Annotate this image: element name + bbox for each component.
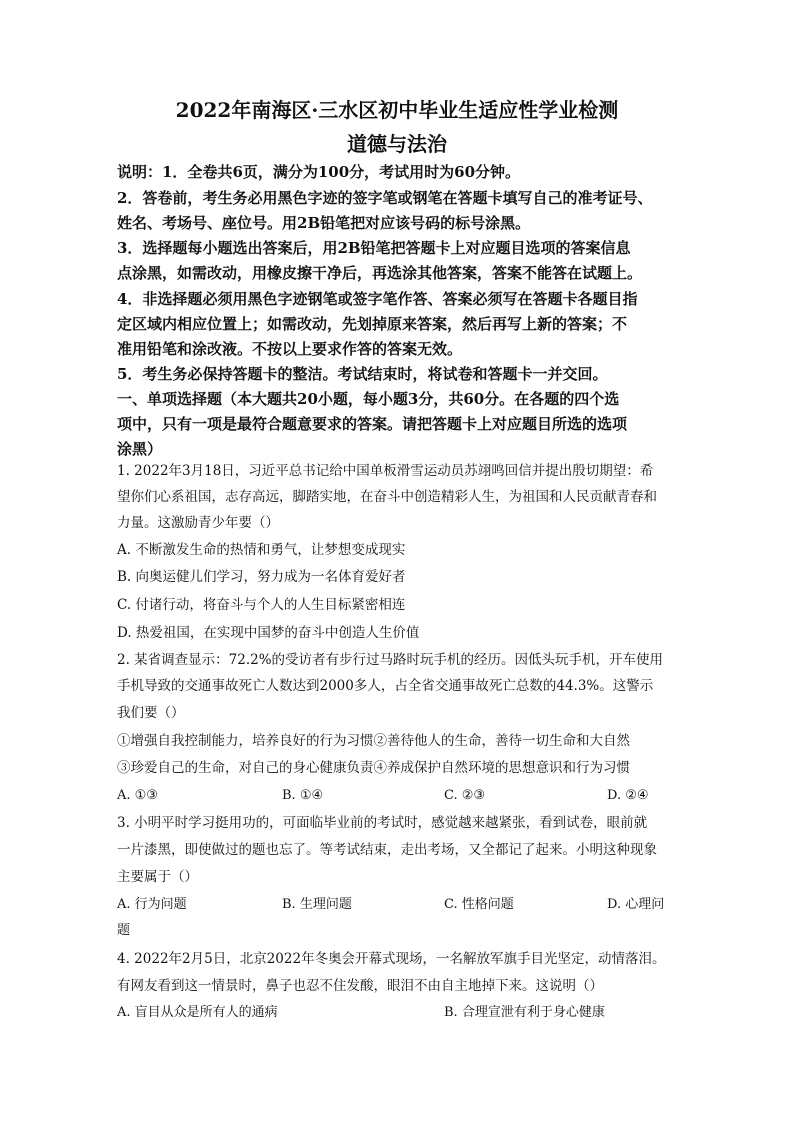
question-3-stem: 3. 小明平时学习挺用功的，可面临毕业前的考试时，感觉越来越紧张，看到试卷，眼前就 (117, 815, 648, 831)
instruction-line: 5．考生务必保持答题卡的整洁。考试结束时，将试卷和答题卡一并交回。 (117, 365, 608, 383)
question-2-option-d: D. ②④ (607, 788, 649, 803)
question-1-stem: 1. 2022年3月18日，习近平总书记给中国单板滑雪运动员苏翊鸣回信并提出殷切期望：希 (117, 463, 654, 479)
question-3-option-b: B. 生理问题 (282, 897, 352, 912)
question-3-option-a: A. 行为问题 (117, 897, 187, 912)
instruction-line: 姓名、考场号、座位号。用2B铅笔把对应该号码的标号涂黑。 (117, 214, 531, 232)
exam-title: 2022年南海区·三水区初中毕业生适应性学业检测 (175, 98, 619, 122)
section-heading: 一、单项选择题（本大题共20小题，每小题3分，共60分。在各题的四个选 (117, 390, 620, 408)
question-3-option-d: D. 心理问 (607, 897, 665, 912)
question-1-option-c: C. 付诸行动，将奋斗与个人的人生目标紧密相连 (117, 597, 406, 613)
question-4-option-a: A. 盲目从众是所有人的通病 (117, 1005, 278, 1020)
instruction-line: 4．非选择题必须用黑色字迹钢笔或签字笔作答、答案必须写在答题卡各题目指 (117, 290, 638, 308)
question-3-stem: 一片漆黑，即使做过的题也忘了。等考试结束，走出考场，又全都记了起来。小明这种现象 (117, 842, 657, 858)
question-4-stem: 4. 2022年2月5日，北京2022年冬奥会开幕式现场，一名解放军旗手目光坚定，动情落泪。 (117, 951, 666, 967)
question-2-stem: 手机导致的交通事故死亡人数达到2000多人，占全省交通事故死亡总数的44.3%。这警示 (117, 678, 654, 694)
instruction-line: 点涂黑，如需改动，用橡皮擦干净后，再选涂其他答案，答案不能答在试题上。 (117, 264, 643, 282)
question-4-stem: 有网友看到这一情景时，鼻子也忍不住发酸，眼泪不由自主地掉下来。这说明（） (117, 978, 603, 994)
question-2-stem: 2. 某省调查显示：72.2%的受访者有步行过马路时玩手机的经历。因低头玩手机，开车使用 (117, 652, 664, 668)
instruction-line: 定区域内相应位置上；如需改动，先划掉原来答案，然后再写上新的答案；不 (117, 315, 628, 333)
question-1-option-a: A. 不断激发生命的热情和勇气，让梦想变成现实 (117, 542, 406, 558)
question-3-stem: 主要属于（） (117, 869, 198, 885)
instruction-line: 3．选择题每小题选出答案后，用2B铅笔把答题卡上对应题目选项的答案信息 (117, 239, 631, 257)
exam-subject: 道德与法治 (347, 132, 447, 156)
section-heading: 涂黑） (117, 440, 163, 458)
question-1-option-b: B. 向奥运健儿们学习，努力成为一名体育爱好者 (117, 569, 406, 585)
question-2-statement: ①增强自我控制能力，培养良好的行为习惯②善待他人的生命，善待一切生命和大自然 (117, 733, 630, 749)
instruction-line: 说明：1．全卷共6页，满分为100分，考试用时为60分钟。 (117, 163, 521, 181)
question-2-option-c: C. ②③ (444, 788, 486, 803)
instruction-line: 准用铅笔和涂改液。不按以上要求作答的答案无效。 (117, 340, 463, 358)
section-heading: 项中，只有一项是最符合题意要求的答案。请把答题卡上对应题目所选的选项 (117, 415, 628, 433)
question-2-stem: 我们要（） (117, 705, 185, 721)
instruction-line: 2．答卷前，考生务必用黑色字迹的签字笔或钢笔在答题卡填写自己的准考证号、 (117, 189, 653, 207)
question-2-statement: ③珍爱自己的生命，对自己的身心健康负责④养成保护自然环境的思想意识和行为习惯 (117, 760, 630, 776)
question-3-option-d-wrap: 题 (117, 923, 131, 938)
question-4-option-b: B. 合理宣泄有利于身心健康 (444, 1005, 605, 1020)
question-1-stem: 望你们心系祖国，志存高远，脚踏实地，在奋斗中创造精彩人生，为祖国和人民贡献青春和 (117, 489, 657, 505)
question-2-option-a: A. ①③ (117, 788, 158, 803)
question-2-option-b: B. ①④ (282, 788, 324, 803)
question-1-stem: 力量。这激励青少年要（） (117, 515, 279, 531)
question-1-option-d: D. 热爱祖国，在实现中国梦的奋斗中创造人生价值 (117, 625, 420, 641)
question-3-option-c: C. 性格问题 (444, 897, 514, 912)
